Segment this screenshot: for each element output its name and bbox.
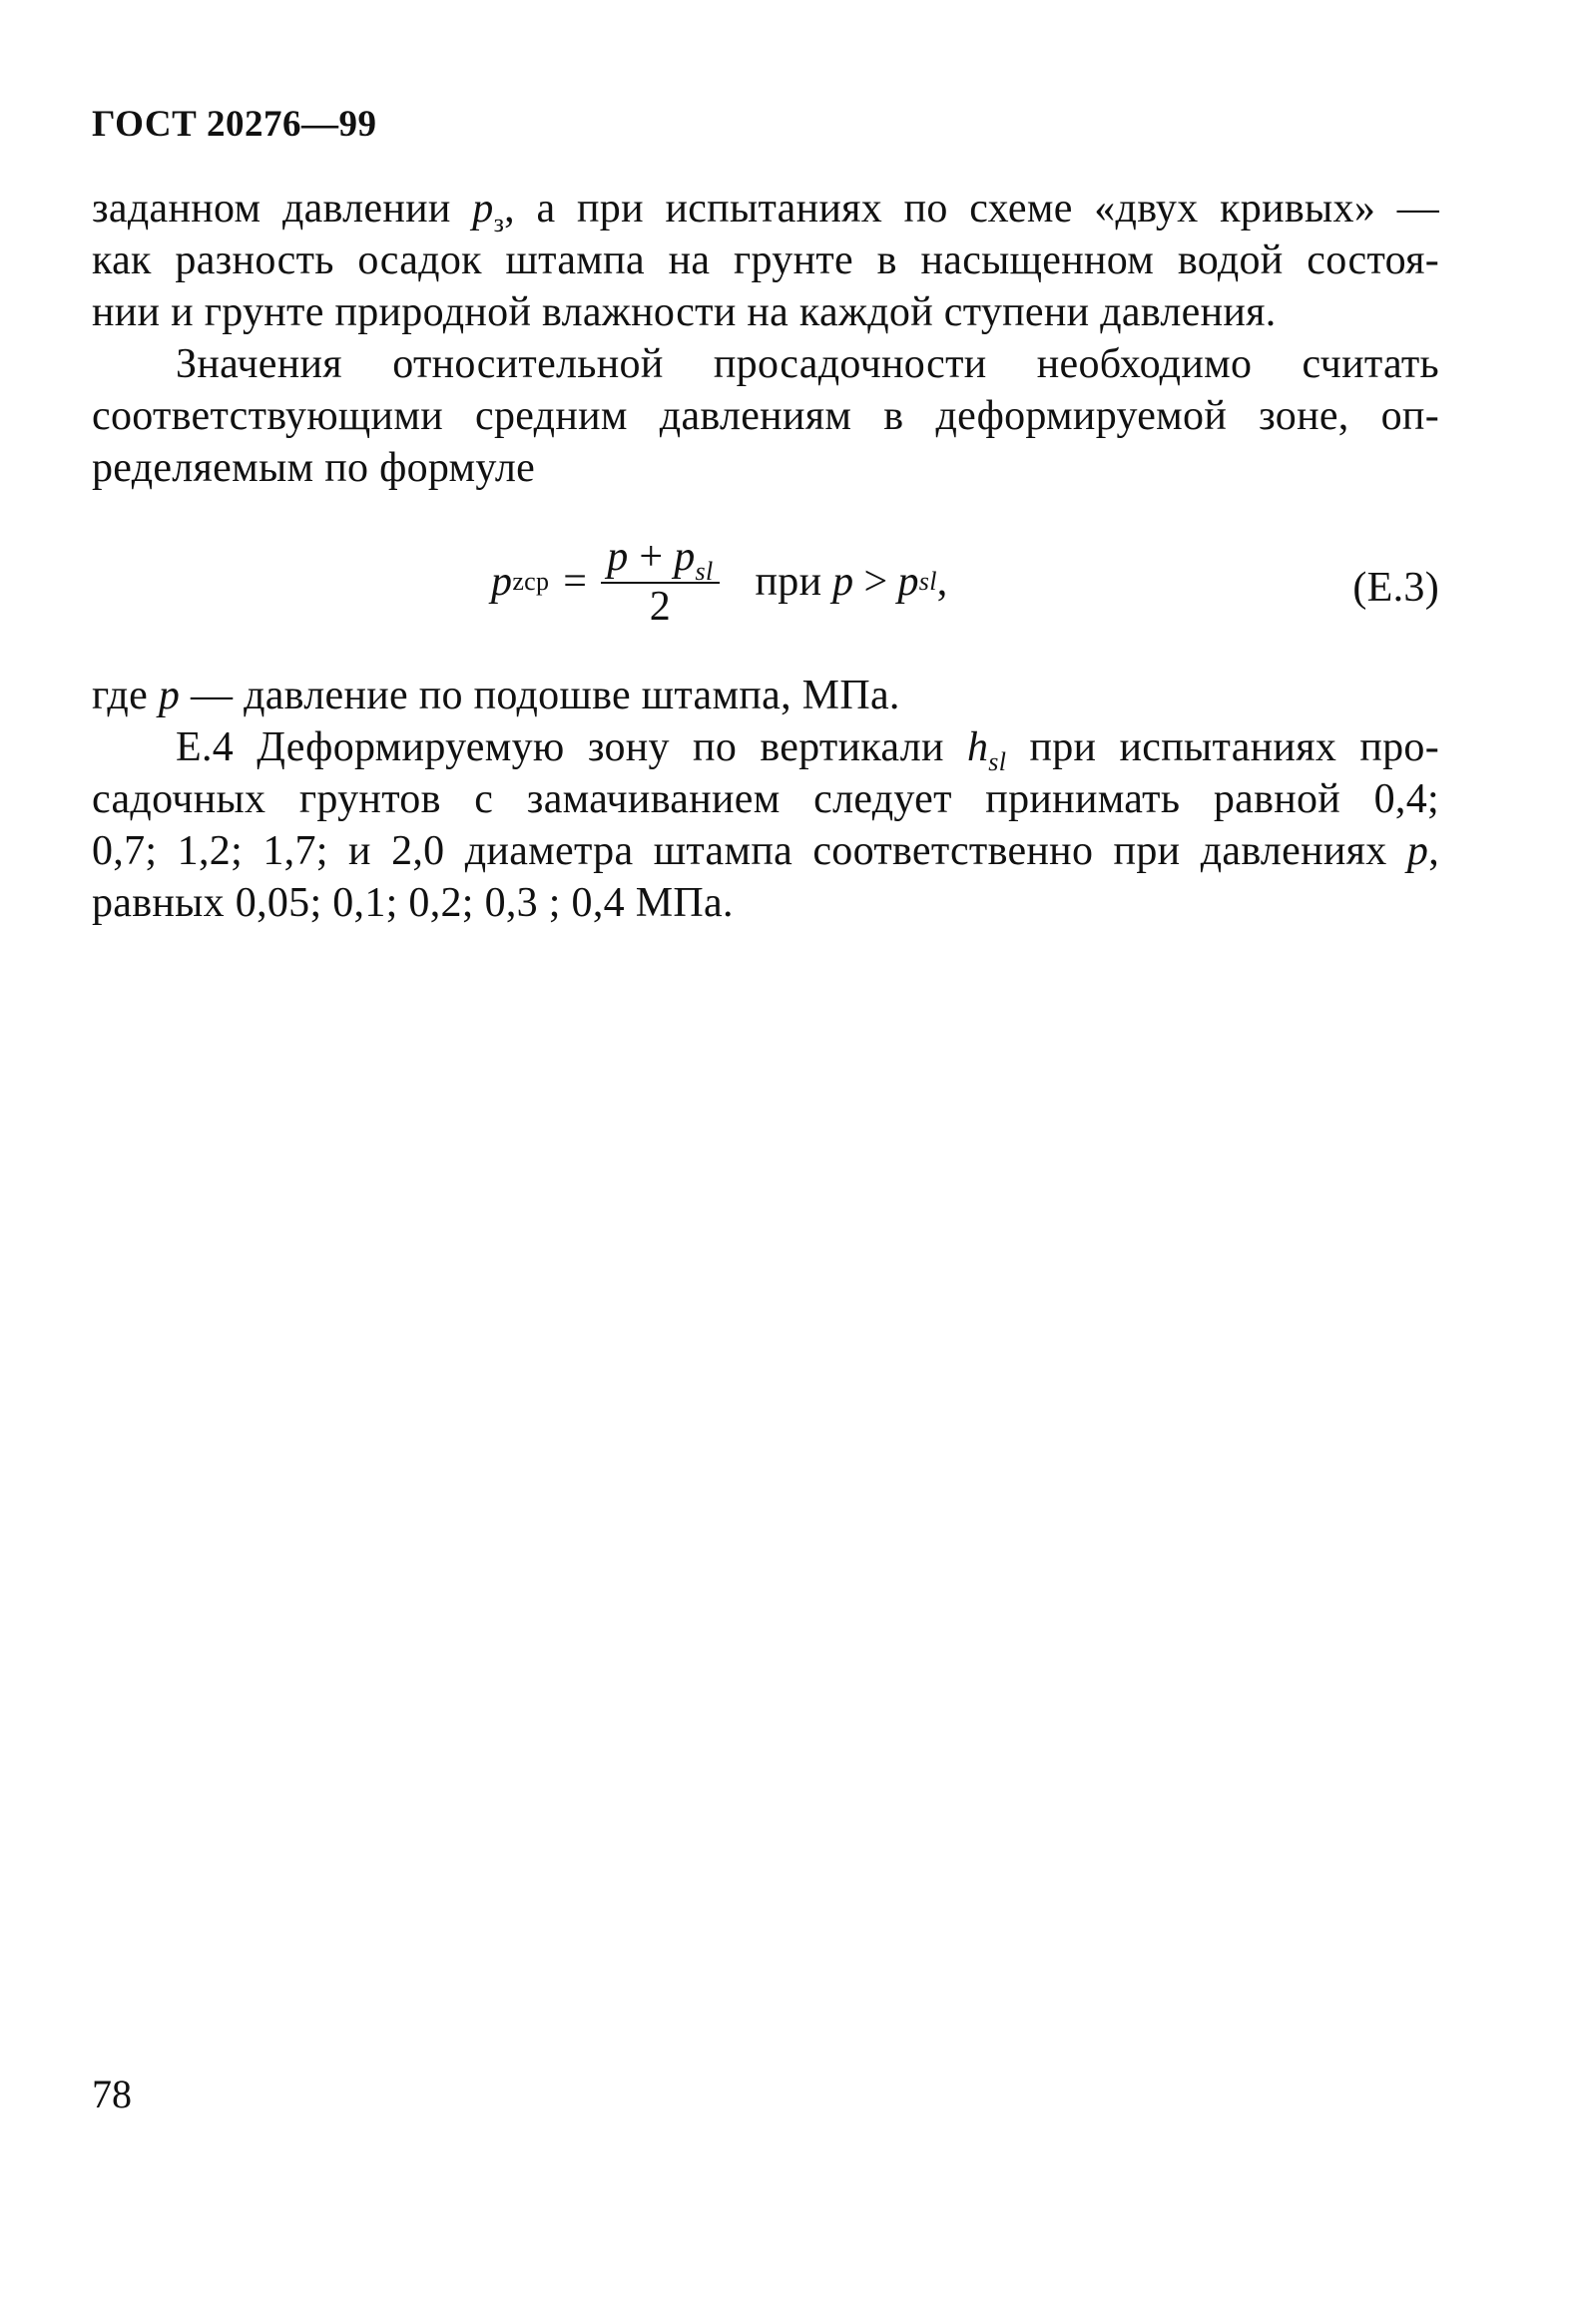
- subscript: з: [493, 209, 505, 237]
- variable: p: [472, 186, 494, 232]
- formula-lhs-variable: p: [491, 559, 513, 605]
- document-header: ГОСТ 20276—99: [92, 104, 377, 145]
- formula: p zcp = $\frac{p + p_{sl}}{2}$ при p > p sl ,: [491, 534, 948, 630]
- paragraph-2: [92, 338, 1439, 494]
- formula-condition-text: при: [755, 559, 833, 605]
- text-line: нии и грунте природной влажности на каждой ступени давления.: [92, 289, 1277, 335]
- formula-greater-than: >: [863, 559, 888, 605]
- fraction-numerator: $p + p_{sl}$: [601, 534, 719, 584]
- fraction-denominator: 2: [649, 584, 672, 630]
- page-number: 78: [92, 2072, 132, 2116]
- variable: p: [1406, 828, 1429, 874]
- subscript: sl: [988, 747, 1007, 776]
- text-line: Е.4 Деформируемую зону по вертикали $h_{sl}$ при испытаниях про-: [176, 724, 1439, 776]
- equation-number: (Е.3): [1352, 565, 1439, 611]
- variable: h: [966, 724, 989, 770]
- paragraph-1: [92, 183, 1439, 338]
- formula-condition-variable-2: p: [897, 559, 919, 605]
- text-line: Значения относительной просадочности необходимо считать: [176, 341, 1439, 387]
- formula-equals: =: [563, 559, 588, 605]
- paragraph-3: [92, 721, 1439, 929]
- text-line: ределяемым по формуле: [92, 445, 536, 491]
- where-clause: [92, 670, 1439, 721]
- formula-fraction: [601, 534, 719, 630]
- text-line: заданном давлении $p_з$, а при испытаниях по схеме «двух кривых» —: [92, 186, 1439, 237]
- text-line: 0,7; 1,2; 1,7; и 2,0 диаметра штампа соответственно при давлениях p,: [92, 828, 1439, 874]
- text-line: соответствующими средним давлениям в деформируемой зоне, оп-: [92, 393, 1439, 439]
- text-line: как разность осадок штампа на грунте в насыщенном водой состоя-: [92, 237, 1439, 283]
- variable: p: [158, 673, 181, 718]
- text-line: равных 0,05; 0,1; 0,2; 0,3 ; 0,4 МПа.: [92, 880, 734, 926]
- formula-condition-variable: p: [832, 559, 854, 605]
- formula-comma: ,: [936, 559, 948, 605]
- text-line: садочных грунтов с замачиванием следует принимать равной 0,4;: [92, 776, 1439, 822]
- text-block: [92, 183, 1439, 929]
- text-line: где p — давление по подошве штампа, МПа.: [92, 673, 900, 718]
- formula-row: [92, 516, 1439, 666]
